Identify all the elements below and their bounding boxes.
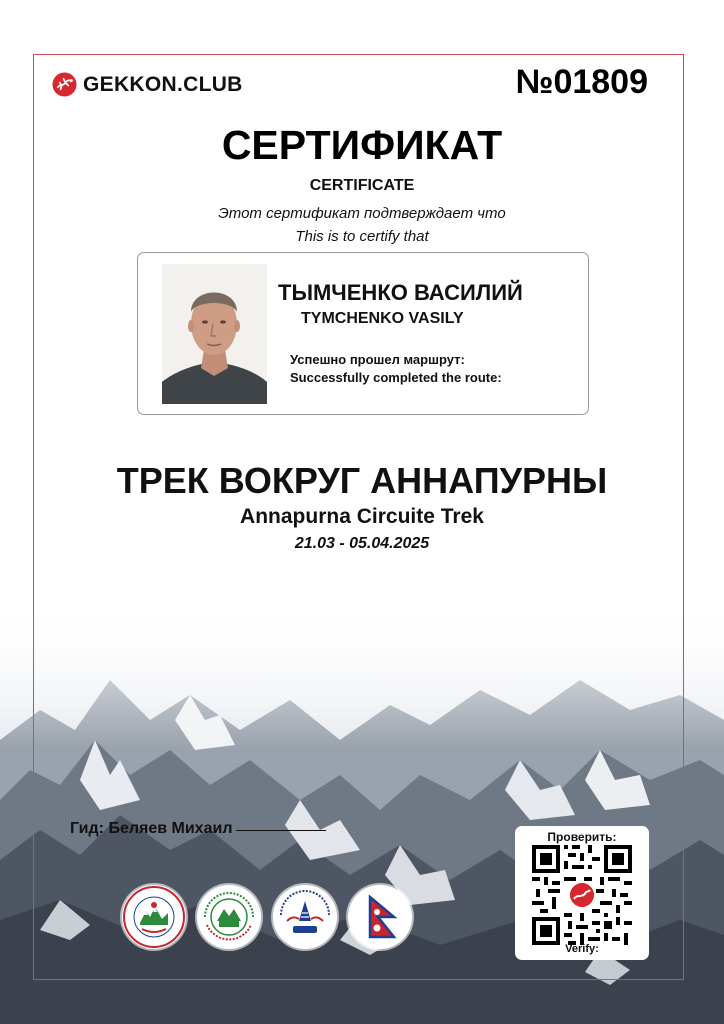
taan-badge xyxy=(197,885,261,949)
verify-label-en: Verify: xyxy=(565,943,599,955)
trek-name-ru: ТРЕК ВОКРУГ АННАПУРНЫ xyxy=(116,460,608,501)
certificate-number: №01809 xyxy=(515,63,648,101)
verify-label-ru: Проверить: xyxy=(547,830,617,844)
nepal-flag-icon xyxy=(348,885,412,949)
person-name-en: TYMCHENKO VASILY xyxy=(301,310,464,327)
nepal-flag-badge xyxy=(348,885,412,949)
trek-name-en: Annapurna Circuite Trek xyxy=(240,505,484,528)
intro-text-ru: Этот сертификат подтверждает что xyxy=(218,205,506,222)
intro-text-en: This is to certify that xyxy=(295,228,429,245)
trek-dates: 21.03 - 05.04.2025 xyxy=(294,535,430,552)
gekkon-logo xyxy=(52,72,243,97)
signature-line xyxy=(236,830,326,831)
certificate-title-en: CERTIFICATE xyxy=(309,177,415,194)
route-label-ru: Успешно прошел маршрут: xyxy=(290,352,465,367)
logo-text: GEKKON.CLUB xyxy=(83,72,243,96)
certificate-title-ru: СЕРТИФИКАТ xyxy=(221,122,503,168)
guide-label: Гид: Беляев Михаил xyxy=(70,820,233,837)
qr-code[interactable] xyxy=(532,845,632,945)
taan-logo xyxy=(197,885,261,949)
guide-signature-line xyxy=(70,820,326,838)
nepal-government-badge xyxy=(122,885,186,949)
ntb-logo xyxy=(273,885,337,949)
route-label-en: Successfully completed the route: xyxy=(290,370,502,385)
person-photo xyxy=(162,264,267,404)
ntb-badge xyxy=(273,885,337,949)
nepal-government-ministry-seal xyxy=(122,885,186,949)
gecko-icon xyxy=(52,72,77,97)
person-name-ru: ТЫМЧЕНКО ВАСИЛИЙ xyxy=(278,280,523,305)
verify-qr-card[interactable] xyxy=(515,826,649,960)
